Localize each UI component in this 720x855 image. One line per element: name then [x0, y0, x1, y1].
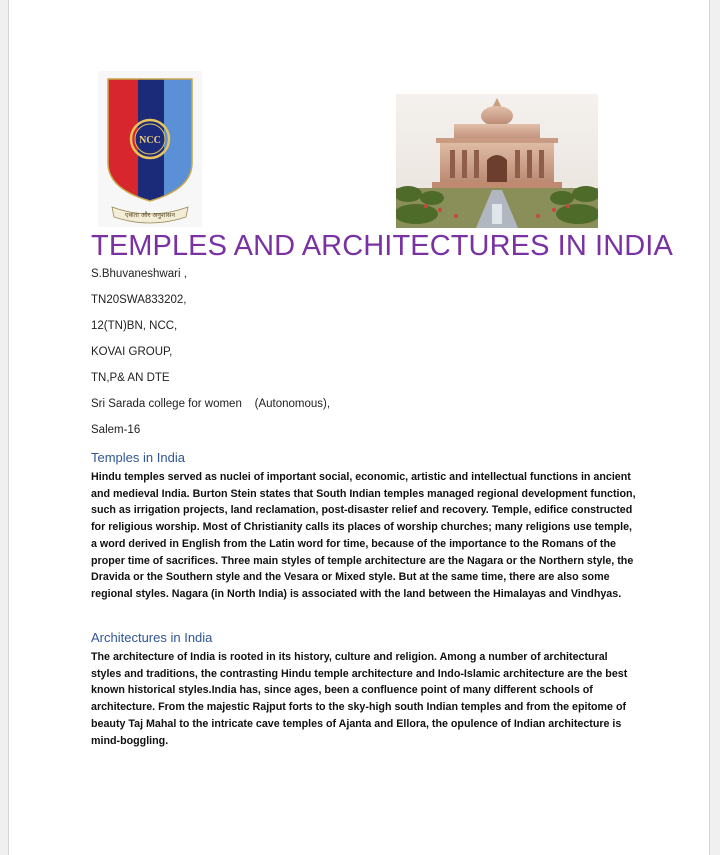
page-title: TEMPLES AND ARCHITECTURES IN INDIA [91, 230, 673, 262]
logo-emblem-text: NCC [139, 135, 161, 146]
author-line: TN,P& AN DTE [91, 372, 170, 384]
section-body-architectures: The architecture of India is rooted in its history, culture and religion. Among a number of architectural styles and traditions, the contrasting Hindu temple architecture and Indo-Islamic architecture are the best known historical styles.India has, since ages, been a confluence point of many different schools of architecture. From the majestic Rajput forts to the sky-high south Indian temples and from the epitome of beauty Taj Mahal to the intricate cave temples of Ajanta and Ellora, the opulence of Indian architecture is mind-boggling. [91, 651, 628, 747]
author-line: KOVAI GROUP, [91, 346, 173, 358]
section-body-temples: Hindu temples served as nuclei of important social, economic, artistic and intellectual functions in ancient and medieval India. Burton Stein states that South Indian temples managed regional development function, such as irrigation projects, land reclamation, post-disaster relief and recovery. Temple, edifice constructed for religious worship. Most of Christianity calls its places of worship churches; many religions use temple, a word derived in English from the Latin word for time, because of the importance to the Romans of the proper time of sacrifices. Three main styles of temple architecture are the Nagara or the Northern style, the Dravida or the Southern style and the Vesara or Mixed style. But at the same time, there are also some regional styles. Nagara (in North India) is associated with the land between the Himalayas and Vindhyas. [91, 471, 636, 600]
logo-motto: एकता और अनुशासन [124, 211, 176, 219]
author-line: Salem-16 [91, 424, 141, 436]
author-line: 12(TN)BN, NCC, [91, 320, 178, 332]
author-line: TN20SWA833202, [91, 294, 187, 306]
author-line: S.Bhuvaneshwari , [91, 268, 187, 280]
ncc-logo [98, 71, 202, 227]
temple-photo [396, 94, 598, 228]
section-heading-temples: Temples in India [91, 450, 185, 465]
author-info [91, 264, 651, 446]
author-line: Sri Sarada college for women (Autonomous), [91, 398, 331, 410]
document-page [8, 0, 710, 855]
section-heading-architectures: Architectures in India [91, 630, 213, 645]
